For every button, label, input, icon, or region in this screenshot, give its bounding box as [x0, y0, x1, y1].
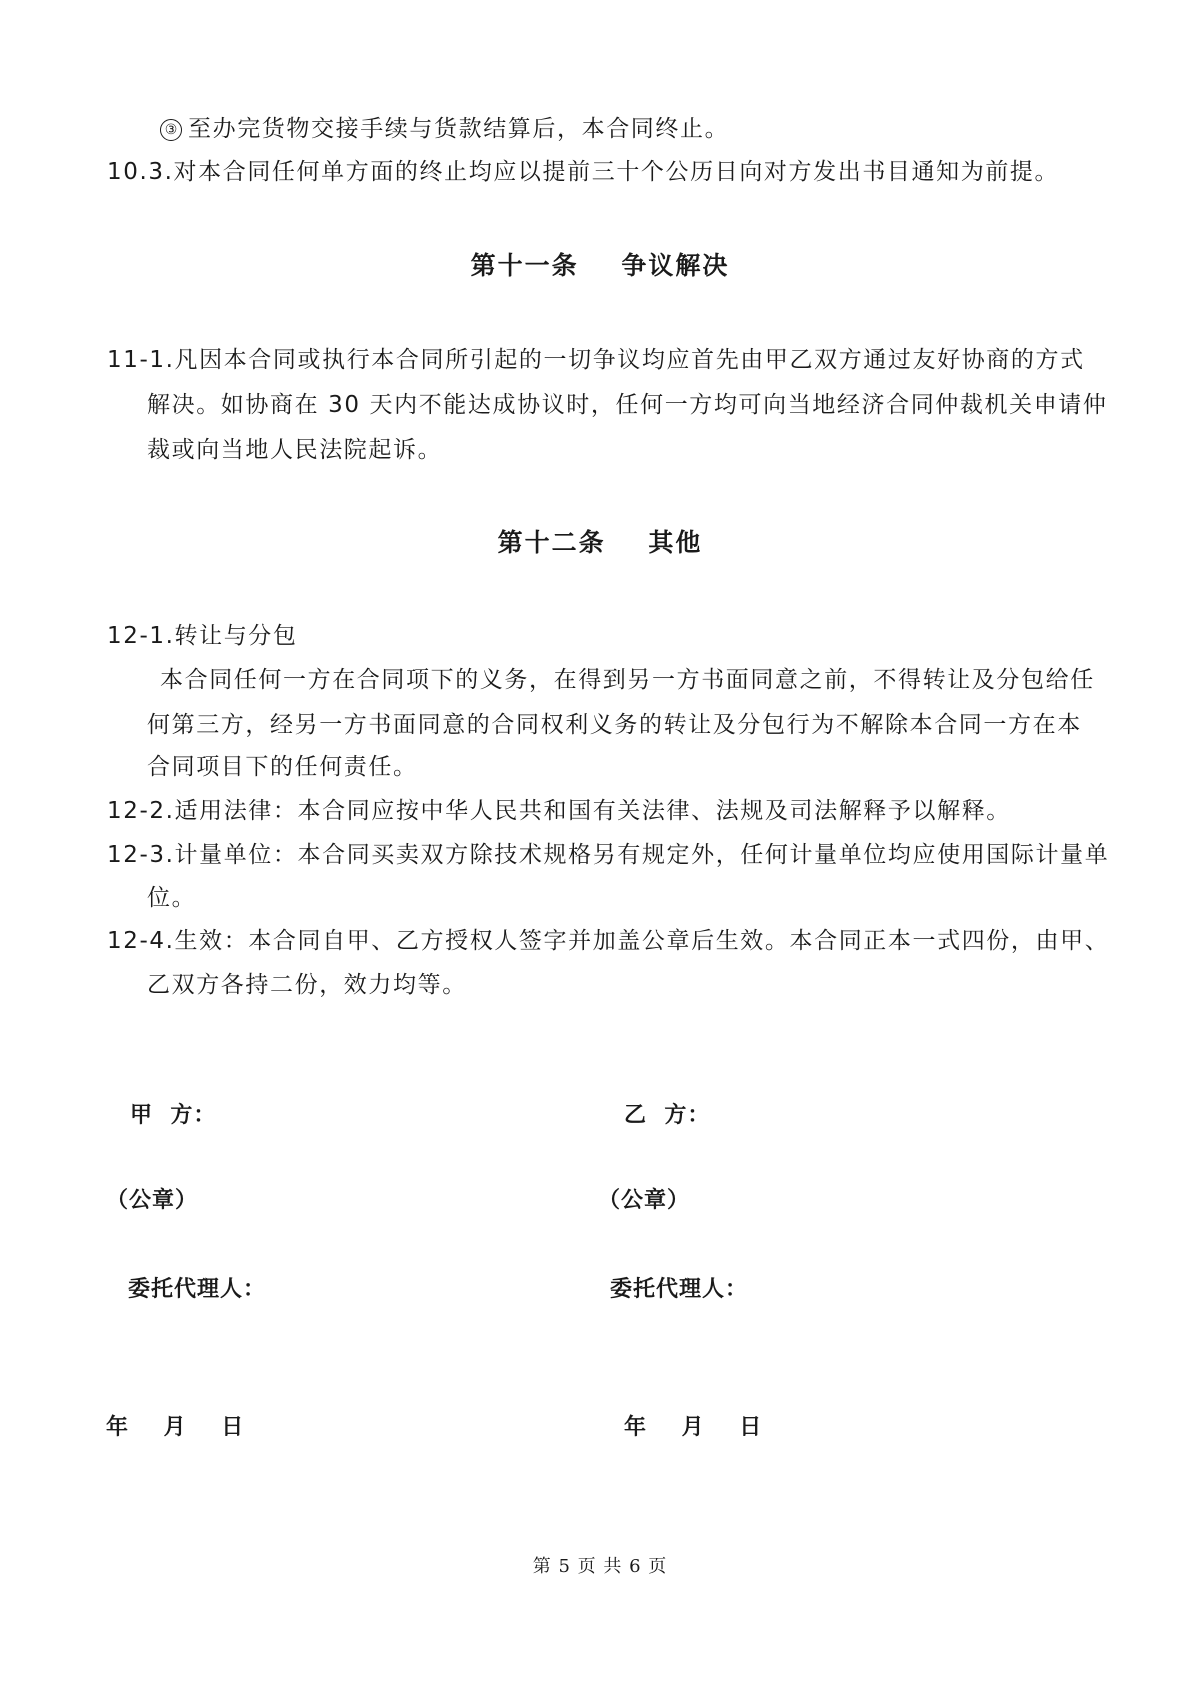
clause-12-1-line-2: 何第三方，经另一方书面同意的合同权利义务的转让及分包行为不解除本合同一方在本 [147, 712, 1082, 738]
clause-11-1-line-3: 裁或向当地人民法院起诉。 [147, 437, 443, 463]
clause-11-1-line-2: 解决。如协商在 30 天内不能达成协议时，任何一方均可向当地经济合同仲裁机关申请仲 [147, 392, 1108, 418]
clause-10-3: 10.3.对本合同任何单方面的终止均应以提前三十个公历日向对方发出书目通知为前提。 [107, 159, 1060, 185]
party-b-agent: 委托代理人： [610, 1277, 749, 1302]
article-12-title: 第十二条 其他 [497, 528, 703, 557]
article-11-title: 第十一条 争议解决 [470, 251, 730, 280]
page-number: 第 5 页 共 6 页 [532, 1556, 668, 1577]
party-b-seal: （公章） [598, 1188, 691, 1213]
clause-12-4-line-2: 乙双方各持二份，效力均等。 [147, 972, 467, 998]
party-b-label: 乙 方： [624, 1103, 711, 1128]
clause-12-2: 12-2.适用法律：本合同应按中华人民共和国有关法律、法规及司法解释予以解释。 [107, 798, 1011, 824]
party-a-label: 甲 方： [130, 1103, 217, 1128]
party-a-date: 年 月 日 [106, 1415, 245, 1440]
party-b-date: 年 月 日 [624, 1415, 763, 1440]
clause-12-3-line-2: 位。 [147, 885, 197, 911]
clause-12-1-line-1: 本合同任何一方在合同项下的义务，在得到另一方书面同意之前，不得转让及分包给任 [160, 667, 1095, 693]
clause-12-3-line-1: 12-3.计量单位：本合同买卖双方除技术规格另有规定外，任何计量单位均应使用国际计量单 [107, 842, 1110, 868]
clause-10-2-item-3 [160, 114, 729, 144]
party-a-seal: （公章） [106, 1188, 199, 1213]
clause-12-1-line-3: 合同项目下的任何责任。 [147, 754, 418, 780]
clause-11-1-line-1: 11-1.凡因本合同或执行本合同所引起的一切争议均应首先由甲乙双方通过友好协商的方式 [107, 347, 1085, 373]
clause-12-4-line-1: 12-4.生效：本合同自甲、乙方授权人签字并加盖公章后生效。本合同正本一式四份，由甲、 [107, 928, 1110, 954]
party-a-agent: 委托代理人： [128, 1277, 267, 1302]
clause-text: 至办完货物交接手续与货款结算后，本合同终止。 [188, 116, 730, 142]
clause-12-1-heading: 12-1.转让与分包 [107, 623, 298, 649]
circled-number: ③ [160, 119, 182, 141]
